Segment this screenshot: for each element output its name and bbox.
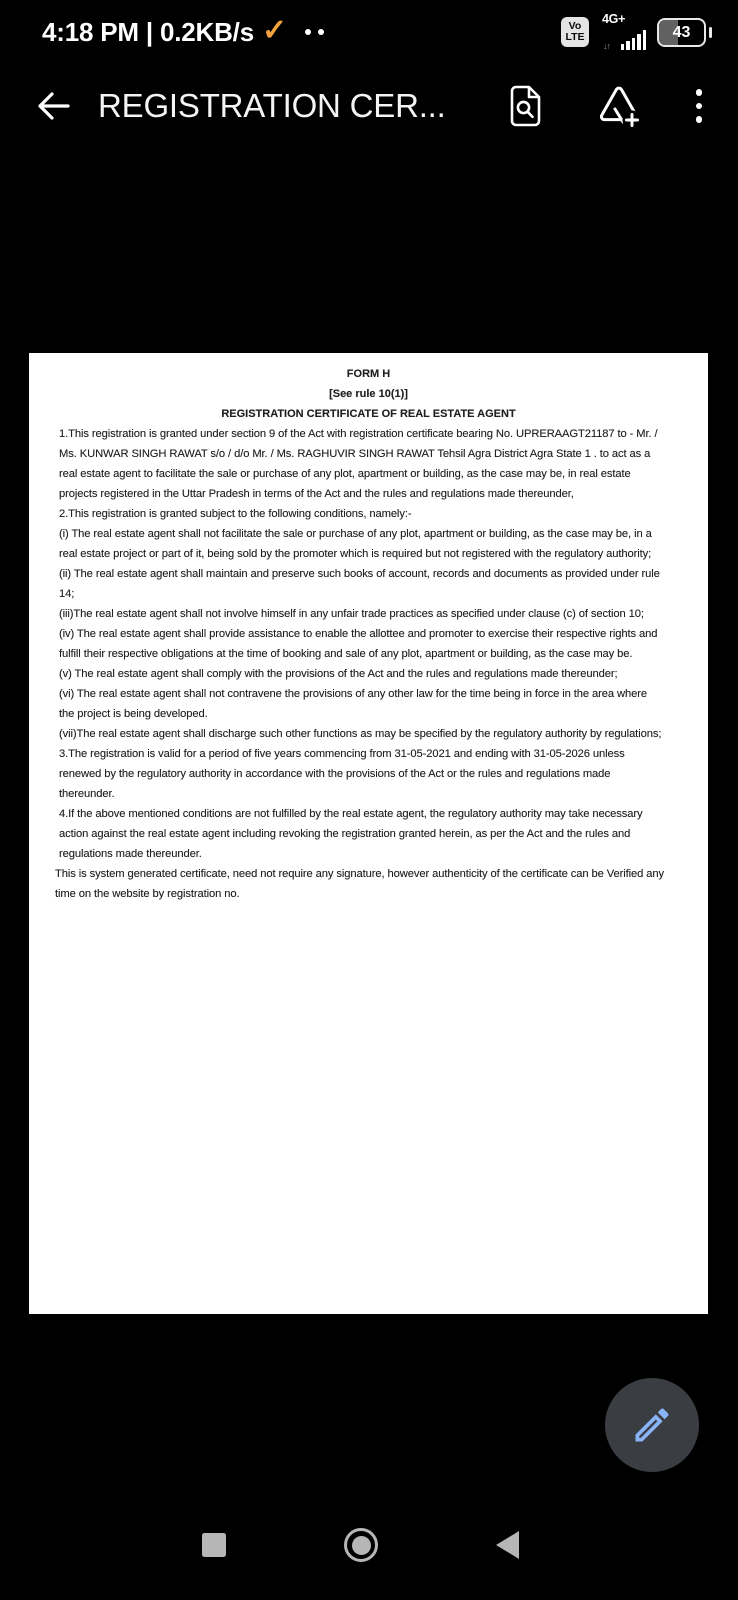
doc-line: (vi) The real estate agent shall not contravene the provisions of any other law for the time being in force in the area where: [59, 688, 648, 700]
doc-line: 2.This registration is granted subject to the following conditions, namely:-: [59, 508, 412, 520]
find-in-document-button[interactable]: [506, 83, 544, 129]
add-to-drive-icon: [596, 85, 642, 127]
form-heading: REGISTRATION CERTIFICATE OF REAL ESTATE AGENT: [221, 408, 516, 420]
toolbar-actions: [506, 83, 738, 129]
find-in-page-icon: [506, 83, 544, 129]
doc-line: (iii)The real estate agent shall not involve himself in any unfair trade practices as specified under clause (c) of section 10;: [59, 608, 644, 620]
document-body: [29, 424, 708, 864]
doc-line: action against the real estate agent including revoking the registration granted herein, as per the Act and the rules and: [59, 828, 631, 840]
notification-dots-icon: [305, 29, 324, 35]
add-to-drive-button[interactable]: [596, 85, 642, 127]
doc-line: (v) The real estate agent shall comply with the provisions of the Act and the rules and regulations made thereunder;: [59, 668, 618, 680]
status-bar: [0, 0, 738, 64]
volte-icon: [561, 17, 589, 47]
network-type-label: 4G+: [602, 12, 626, 26]
back-arrow-icon: [35, 88, 71, 124]
doc-line: regulations made thereunder.: [59, 848, 202, 860]
data-activity-arrows-icon: ↓↑: [603, 41, 610, 51]
document-content: [29, 353, 708, 904]
doc-line: the project is being developed.: [59, 708, 208, 720]
doc-line: (iv) The real estate agent shall provide assistance to enable the allottee and promoter to exercise their respective rights and: [59, 628, 658, 640]
doc-line: 14;: [59, 588, 75, 600]
home-button-dot: [352, 1536, 371, 1555]
doc-line: 3.The registration is valid for a period of five years commencing from 31-05-2021 and ending with 31-05-2026 unless: [59, 748, 625, 760]
volte-label-bottom: LTE: [565, 31, 585, 43]
doc-line: 1.This registration is granted under section 9 of the Act with registration certificate bearing No. UPRERAAGT21187 to - Mr. /: [59, 428, 658, 440]
battery-percent-label: 43: [672, 23, 691, 41]
overflow-dot: [696, 103, 703, 110]
battery-shell: [657, 18, 706, 47]
nav-back-button[interactable]: [496, 1531, 519, 1559]
document-title: REGISTRATION CER...: [98, 87, 446, 124]
recents-button[interactable]: [202, 1533, 226, 1557]
form-rule-line: [See rule 10(1)]: [329, 388, 408, 400]
document-page[interactable]: [29, 353, 708, 1314]
doc-line: real estate agent to facilitate the sale or purchase of any plot, apartment or building, as the case may be, in real estate: [59, 468, 631, 480]
doc-line: fulfill their respective obligations at the time of booking and sale of any plot, apartment or building, as the case may be.: [59, 648, 633, 660]
doc-line: renewed by the regulatory authority in accordance with the provisions of the Act or the rules and regulations made: [59, 768, 611, 780]
doc-line: (vii)The real estate agent shall discharge such other functions as may be specified by the regulatory authority by regulations;: [59, 728, 662, 740]
doc-line: Ms. KUNWAR SINGH RAWAT s/o / d/o Mr. / Ms. RAGHUVIR SINGH RAWAT Tehsil Agra District Agra State 1 . to act as a: [59, 448, 651, 460]
download-check-icon: ✓: [261, 14, 288, 47]
volte-label-top: Vo: [568, 19, 582, 32]
doc-line: This is system generated certificate, need not require any signature, however authenticity of the certificate can be Verified any: [55, 868, 664, 880]
doc-line: real estate project or part of it, being sold by the promoter which is required but not registered with the regulatory authority;: [59, 548, 652, 560]
status-time-and-speed: 4:18 PM | 0.2KB/s: [42, 16, 254, 47]
battery-tip: [709, 27, 713, 38]
back-button[interactable]: [34, 87, 72, 125]
doc-line: 4.If the above mentioned conditions are not fulfilled by the real estate agent, the regulatory authority may take necessary: [59, 808, 643, 820]
edit-fab-button[interactable]: [605, 1378, 699, 1472]
doc-line: time on the website by registration no.: [55, 888, 240, 900]
signal-bars-icon: [621, 30, 647, 50]
doc-line: (i) The real estate agent shall not facilitate the sale or purchase of any plot, apartment or building, as the case may be, in a: [59, 528, 652, 540]
overflow-dot: [696, 116, 703, 123]
pencil-icon: [630, 1403, 674, 1447]
battery-icon: [657, 18, 712, 47]
signal-strength-icon: [600, 13, 646, 51]
doc-line: (ii) The real estate agent shall maintain and preserve such books of account, records and documents as provided under rule: [59, 568, 660, 580]
form-title: FORM H: [346, 368, 391, 380]
doc-line: thereunder.: [59, 788, 115, 800]
status-bar-right: [561, 0, 712, 64]
document-footer: [29, 864, 708, 904]
overflow-menu-button[interactable]: [694, 87, 705, 125]
doc-line: projects registered in the Uttar Pradesh in terms of the Act and the rules and regulations made thereunder,: [59, 488, 574, 500]
android-navigation-bar: [0, 1490, 738, 1600]
home-button[interactable]: [344, 1528, 378, 1562]
overflow-dot: [696, 89, 703, 96]
app-toolbar: [0, 64, 738, 148]
